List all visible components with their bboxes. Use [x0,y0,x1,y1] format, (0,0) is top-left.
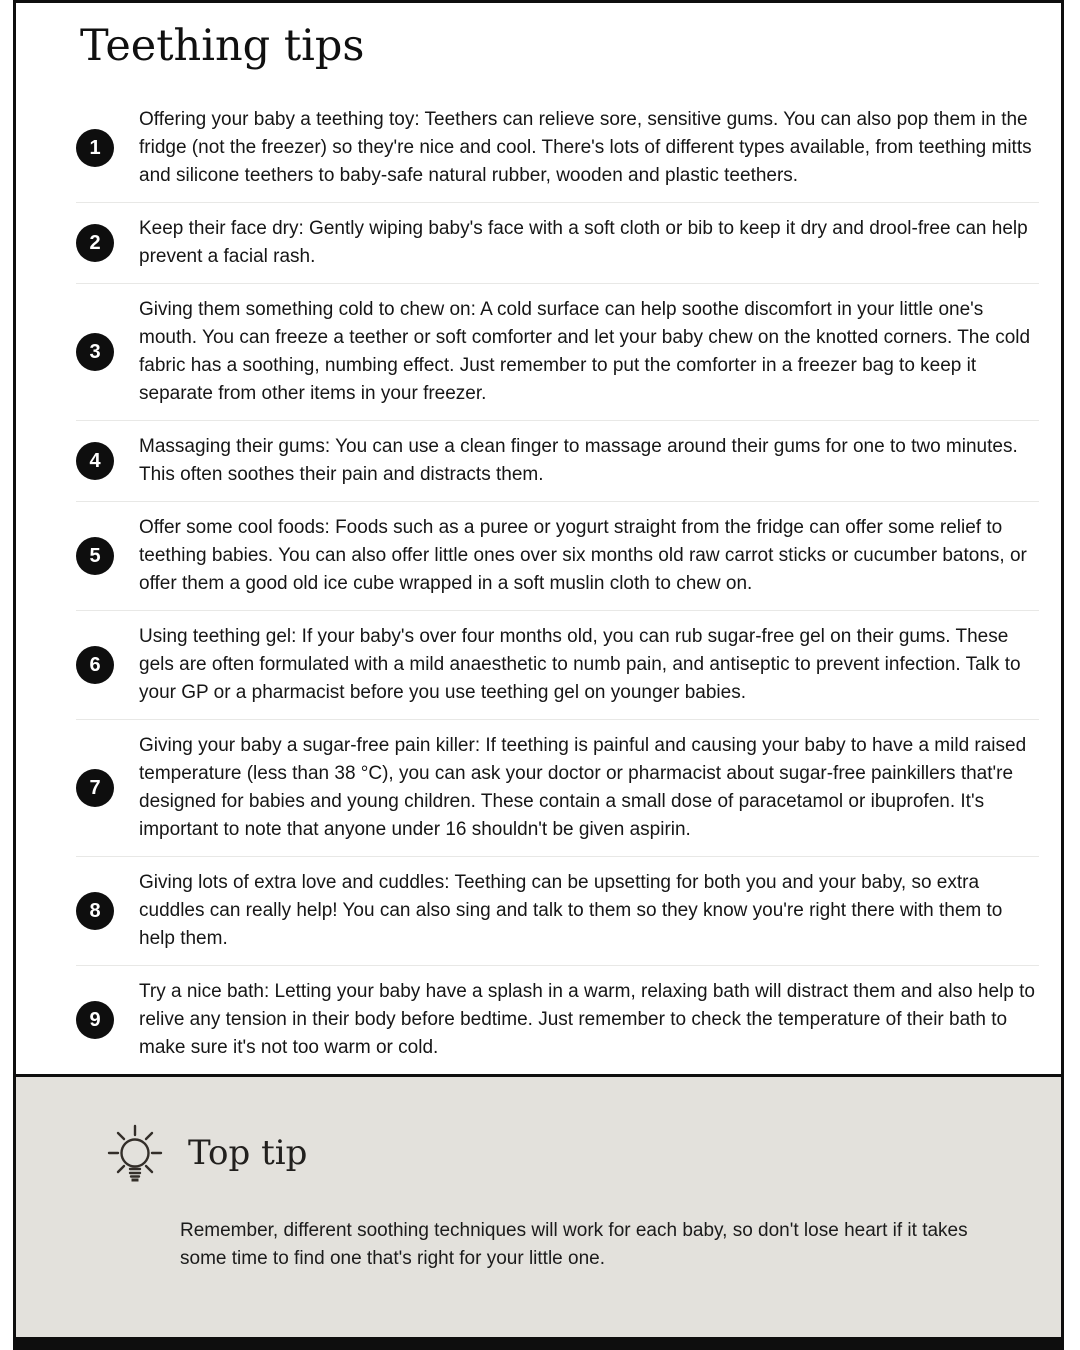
tip-row [76,501,1039,610]
tip-number-badge: 8 [76,892,114,930]
tip-row [76,202,1039,283]
tips-section [16,3,1061,1074]
tip-number-badge: 3 [76,333,114,371]
page-title: Teething tips [80,21,365,71]
tip-text: Using teething gel: If your baby's over four months old, you can rub sugar-free gel on their gums. These gels are often formulated with a mild anaesthetic to numb pain, and antiseptic to prevent infection. Talk to your GP or a pharmacist before you use teething gel on younger babies. [139,626,1021,704]
tip-text: Massaging their gums: You can use a clean finger to massage around their gums for one to two minutes. This often soothes their pain and distracts them. [139,436,1018,486]
tip-number-badge: 9 [76,1001,114,1039]
tip-row [76,283,1039,420]
tip-row [76,719,1039,856]
tip-text: Giving your baby a sugar-free pain killer: If teething is painful and causing your baby to have a mild raised temperature (less than 38 °C), you can ask your doctor or pharmacist about sugar-free painkillers that're designed for babies and young children. These contain a small dose of paracetamol or ibuprofen. It's important to note that anyone under 16 shouldn't be given aspirin. [139,735,1027,841]
tip-number-badge: 5 [76,537,114,575]
tip-text: Giving them something cold to chew on: A cold surface can help soothe discomfort in your little one's mouth. You can freeze a teether or soft comforter and let your baby chew on the knotted corners. The cold fabric has a soothing, numbing effect. Just remember to put the comforter in a freezer bag to keep it separate from other items in your freezer. [139,299,1031,405]
top-tip-heading: Top tip [188,1133,308,1174]
tip-text: Offer some cool foods: Foods such as a puree or yogurt straight from the fridge can offer some relief to teething babies. You can also offer little ones over six months old raw carrot sticks or cucumber batons, or offer them a good old ice cube wrapped in a soft muslin cloth to chew on. [139,517,1027,595]
tip-row [76,610,1039,719]
tip-text: Keep their face dry: Gently wiping baby's face with a soft cloth or bib to keep it dry and drool-free can help prevent a facial rash. [139,218,1028,268]
tip-row [76,965,1039,1074]
tip-number-badge: 2 [76,224,114,262]
tip-text: Try a nice bath: Letting your baby have a splash in a warm, relaxing bath will distract them and also help to relive any tension in their body before bedtime. Just remember to check the temperature of their bath to make sure it's not too warm or cold. [139,981,1035,1059]
page-frame [13,0,1064,1350]
tip-row [76,94,1039,202]
tip-row [76,420,1039,501]
tip-text: Giving lots of extra love and cuddles: Teething can be upsetting for both you and your baby, so extra cuddles can really help! You can also sing and talk to them so they know you're right there with them to help them. [139,872,1003,950]
tip-number-badge: 7 [76,769,114,807]
tip-row [76,856,1039,965]
tips-list [16,94,1061,1074]
tip-number-badge: 1 [76,129,114,167]
tip-text: Offering your baby a teething toy: Teethers can relieve sore, sensitive gums. You can also pop them in the fridge (not the freezer) so they're nice and cool. There's lots of different types available, from teething mitts and silicone teethers to baby-safe natural rubber, wooden and plastic teethers. [139,109,1032,187]
top-tip-section [16,1074,1061,1337]
tip-number-badge: 4 [76,442,114,480]
top-tip-text: Remember, different soothing techniques will work for each baby, so don't lose heart if it takes some time to find one that's right for your little one. [180,1220,968,1270]
lightbulb-icon [106,1123,164,1183]
tip-number-badge: 6 [76,646,114,684]
top-tip-header [106,1123,991,1183]
